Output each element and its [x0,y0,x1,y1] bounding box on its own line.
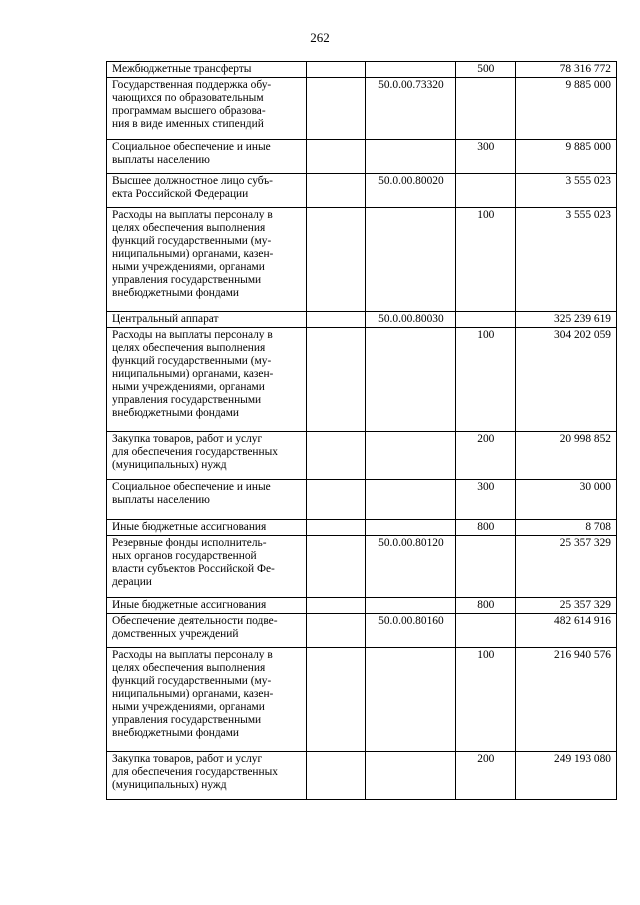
row-expense-type [456,174,516,208]
row-sum: 25 357 329 [516,536,617,598]
row-name: Государственная поддержка обу- чающихся по образовательным программам высшего образова- ния в виде именных стипендий [107,78,307,140]
page-number: 262 [310,30,330,45]
row-sum: 216 940 576 [516,648,617,752]
row-expense-type: 500 [456,62,516,78]
row-expense-type: 200 [456,432,516,480]
table-row [107,62,617,78]
row-sum: 3 555 023 [516,174,617,208]
row-sum: 20 998 852 [516,432,617,480]
table-row [107,312,617,328]
row-sum: 325 239 619 [516,312,617,328]
row-name: Резервные фонды исполнитель- ных органов государственной власти субъектов Российской Фе- дерации [107,536,307,598]
row-expense-type: 300 [456,480,516,520]
table-row [107,328,617,432]
row-blank [306,752,366,800]
row-sum: 304 202 059 [516,328,617,432]
row-name: Межбюджетные трансферты [107,62,307,78]
row-name: Высшее должностное лицо субъ- екта Российской Федерации [107,174,307,208]
row-code [366,140,456,174]
row-expense-type [456,78,516,140]
row-name: Социальное обеспечение и иные выплаты населению [107,140,307,174]
row-sum: 9 885 000 [516,78,617,140]
row-name: Центральный аппарат [107,312,307,328]
row-expense-type: 800 [456,520,516,536]
row-expense-type: 800 [456,598,516,614]
row-expense-type: 100 [456,328,516,432]
row-sum: 482 614 916 [516,614,617,648]
row-blank [306,174,366,208]
row-code [366,208,456,312]
row-expense-type: 200 [456,752,516,800]
row-name: Иные бюджетные ассигнования [107,520,307,536]
row-name: Закупка товаров, работ и услуг для обеспечения государственных (муниципальных) нужд [107,432,307,480]
row-code [366,752,456,800]
row-sum: 30 000 [516,480,617,520]
row-name: Иные бюджетные ассигнования [107,598,307,614]
table-row [107,536,617,598]
row-expense-type [456,536,516,598]
table-row [107,432,617,480]
row-sum: 9 885 000 [516,140,617,174]
row-blank [306,520,366,536]
row-blank [306,480,366,520]
table-row [107,174,617,208]
row-name: Расходы на выплаты персоналу в целях обеспечения выполнения функций государственными (му- ниципальными) органами, казен- ными учреждениями, органами управления государственными внебюджетными фондами [107,328,307,432]
row-blank [306,536,366,598]
row-name: Закупка товаров, работ и услуг для обеспечения государственных (муниципальных) нужд [107,752,307,800]
row-blank [306,312,366,328]
table-row [107,752,617,800]
table-row [107,520,617,536]
row-blank [306,648,366,752]
table-row [107,140,617,174]
row-code: 50.0.00.80120 [366,536,456,598]
row-blank [306,208,366,312]
row-code [366,520,456,536]
row-blank [306,598,366,614]
row-expense-type [456,614,516,648]
row-code: 50.0.00.80160 [366,614,456,648]
row-blank [306,328,366,432]
row-expense-type: 100 [456,208,516,312]
row-blank [306,432,366,480]
row-sum: 78 316 772 [516,62,617,78]
row-code [366,62,456,78]
row-sum: 3 555 023 [516,208,617,312]
row-sum: 249 193 080 [516,752,617,800]
row-sum: 25 357 329 [516,598,617,614]
table-row [107,78,617,140]
row-name: Расходы на выплаты персоналу в целях обеспечения выполнения функций государственными (му- ниципальными) органами, казен- ными учреждениями, органами управления государственными внебюджетными фондами [107,648,307,752]
row-code [366,648,456,752]
row-code: 50.0.00.80030 [366,312,456,328]
row-code: 50.0.00.73320 [366,78,456,140]
row-code [366,328,456,432]
row-blank [306,614,366,648]
row-expense-type [456,312,516,328]
row-name: Расходы на выплаты персоналу в целях обеспечения выполнения функций государственными (му- ниципальными) органами, казен- ными учреждениями, органами управления государственными внебюджетными фондами [107,208,307,312]
row-expense-type: 300 [456,140,516,174]
row-code [366,598,456,614]
table-row [107,648,617,752]
table-row [107,208,617,312]
budget-table [106,61,617,800]
row-code [366,432,456,480]
row-code [366,480,456,520]
table-row [107,598,617,614]
table-row [107,480,617,520]
row-code: 50.0.00.80020 [366,174,456,208]
row-name: Социальное обеспечение и иные выплаты населению [107,480,307,520]
row-sum: 8 708 [516,520,617,536]
table-row [107,614,617,648]
row-blank [306,62,366,78]
row-blank [306,78,366,140]
row-blank [306,140,366,174]
row-expense-type: 100 [456,648,516,752]
row-name: Обеспечение деятельности подве- домственных учреждений [107,614,307,648]
